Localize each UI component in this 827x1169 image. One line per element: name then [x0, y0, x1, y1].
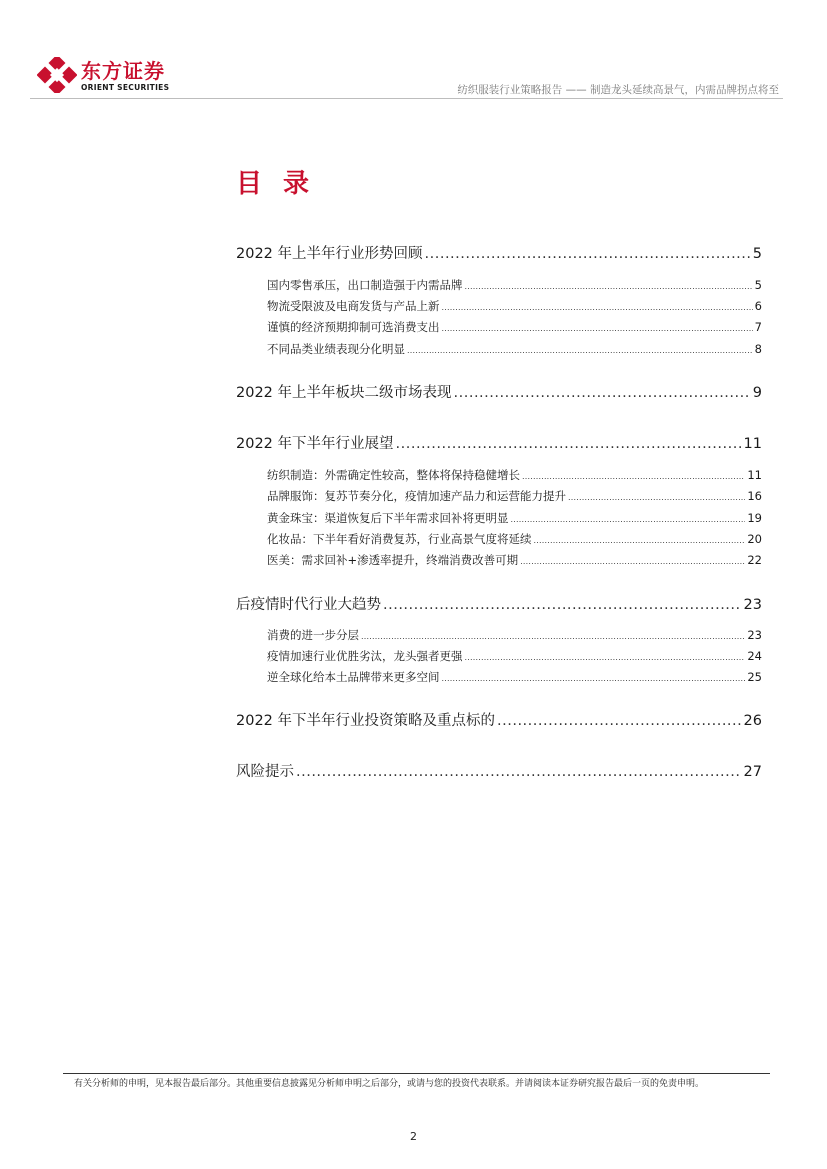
toc-entry-page: 8: [754, 342, 762, 356]
toc-entry-section[interactable]: [236, 381, 762, 402]
company-logo: [37, 57, 177, 97]
toc-leader-dots: [465, 282, 753, 291]
toc-leader-dots: [442, 303, 753, 312]
toc-entry-page: 23: [747, 628, 762, 642]
report-title: 纺织服装行业策略报告 —— 制造龙头延续高景气，内需品牌拐点将至: [457, 84, 779, 96]
toc-leader-dots: [442, 674, 746, 683]
toc-entry-page: 11: [747, 468, 762, 482]
toc-entry-subsection[interactable]: [267, 669, 762, 685]
toc-entry-section[interactable]: [236, 593, 762, 614]
toc-entry-page: 25: [747, 670, 762, 684]
toc-entry-page: 23: [743, 597, 762, 613]
toc-heading: 目 录: [236, 169, 316, 199]
toc-entry-page: 9: [752, 385, 762, 401]
footer-disclaimer: 有关分析师的申明，见本报告最后部分。其他重要信息披露见分析师申明之后部分，或请与您的投资代表联系。并请阅读本证券研究报告最后一页的免责申明。: [74, 1079, 705, 1089]
logo-mark-icon: [37, 57, 77, 93]
toc-leader-dots: [425, 246, 751, 262]
toc-entry-page: 5: [752, 246, 762, 262]
toc-entry-page: 19: [747, 511, 762, 525]
toc-entry-subsection[interactable]: [267, 319, 762, 335]
footer-divider: [63, 1073, 770, 1074]
toc-entry-text: 疫情加速行业优胜劣汰，龙头强者更强: [267, 649, 463, 663]
toc-entry-page: 11: [743, 436, 762, 452]
toc-entry-page: 22: [747, 553, 762, 567]
toc-entry-text: 化妆品：下半年看好消费复苏，行业高景气度将延续: [267, 532, 532, 546]
toc-leader-dots: [522, 472, 745, 481]
page-number: 2: [410, 1130, 417, 1143]
toc-leader-dots: [534, 536, 746, 545]
toc-entry-text: 后疫情时代行业大趋势: [236, 597, 381, 613]
toc-entry-text: 谨慎的经济预期抑制可选消费支出: [267, 320, 440, 334]
toc-entry-text: 黄金珠宝：渠道恢复后下半年需求回补将更明显: [267, 511, 509, 525]
toc-entry-text: 消费的进一步分层: [267, 628, 359, 642]
toc-entry-text: 逆全球化给本土品牌带来更多空间: [267, 670, 440, 684]
toc-entry-page: 5: [754, 278, 762, 292]
toc-leader-dots: [442, 324, 753, 333]
toc-entry-text: 风险提示: [236, 764, 294, 780]
logo-chinese-name: 东方证券: [81, 59, 165, 83]
toc-entry-subsection[interactable]: [267, 341, 762, 357]
toc-entry-text: 纺织制造：外需确定性较高，整体将保持稳健增长: [267, 468, 520, 482]
toc-entry-text: 2022 年下半年行业投资策略及重点标的: [236, 713, 496, 729]
toc-entry-subsection[interactable]: [267, 531, 762, 547]
toc-leader-dots: [361, 632, 745, 641]
toc-entry-text: 不同品类业绩表现分化明显: [267, 342, 405, 356]
toc-entry-page: 6: [754, 299, 762, 313]
toc-entry-page: 20: [747, 532, 762, 546]
toc-leader-dots: [296, 764, 742, 780]
toc-entry-page: 26: [743, 713, 762, 729]
toc-leader-dots: [407, 346, 753, 355]
toc-entry-text: 2022 年下半年行业展望: [236, 436, 394, 452]
toc-leader-dots: [383, 597, 742, 613]
toc-entry-page: 16: [747, 489, 762, 503]
toc-entry-subsection[interactable]: [267, 277, 762, 293]
toc-entry-page: 7: [754, 320, 762, 334]
toc-leader-dots: [454, 385, 751, 401]
toc-entry-section[interactable]: [236, 709, 762, 730]
toc-entry-text: 国内零售承压，出口制造强于内需品牌: [267, 278, 463, 292]
toc-entry-text: 品牌服饰：复苏节奏分化，疫情加速产品力和运营能力提升: [267, 489, 566, 503]
logo-english-name: ORIENT SECURITIES: [81, 83, 170, 92]
toc-entry-page: 27: [743, 764, 762, 780]
toc-leader-dots: [396, 436, 742, 452]
toc-leader-dots: [497, 713, 742, 729]
toc-leader-dots: [520, 557, 745, 566]
toc-entry-subsection[interactable]: [267, 298, 762, 314]
toc-entry-section[interactable]: [236, 242, 762, 263]
toc-entry-text: 2022 年上半年行业形势回顾: [236, 246, 423, 262]
toc-entry-section[interactable]: [236, 432, 762, 453]
toc-entry-subsection[interactable]: [267, 510, 762, 526]
toc-entry-subsection[interactable]: [267, 627, 762, 643]
toc-entry-text: 物流受限波及电商发货与产品上新: [267, 299, 440, 313]
toc-entry-subsection[interactable]: [267, 488, 762, 504]
toc-entry-subsection[interactable]: [267, 648, 762, 664]
toc-leader-dots: [511, 515, 746, 524]
toc-entry-subsection[interactable]: [267, 467, 762, 483]
table-of-contents: [236, 0, 762, 1169]
toc-entry-section[interactable]: [236, 760, 762, 781]
toc-entry-page: 24: [747, 649, 762, 663]
toc-leader-dots: [568, 493, 745, 502]
toc-leader-dots: [465, 653, 746, 662]
toc-entry-subsection[interactable]: [267, 552, 762, 568]
toc-entry-text: 2022 年上半年板块二级市场表现: [236, 385, 452, 401]
toc-entry-text: 医美：需求回补+渗透率提升，终端消费改善可期: [267, 553, 519, 567]
